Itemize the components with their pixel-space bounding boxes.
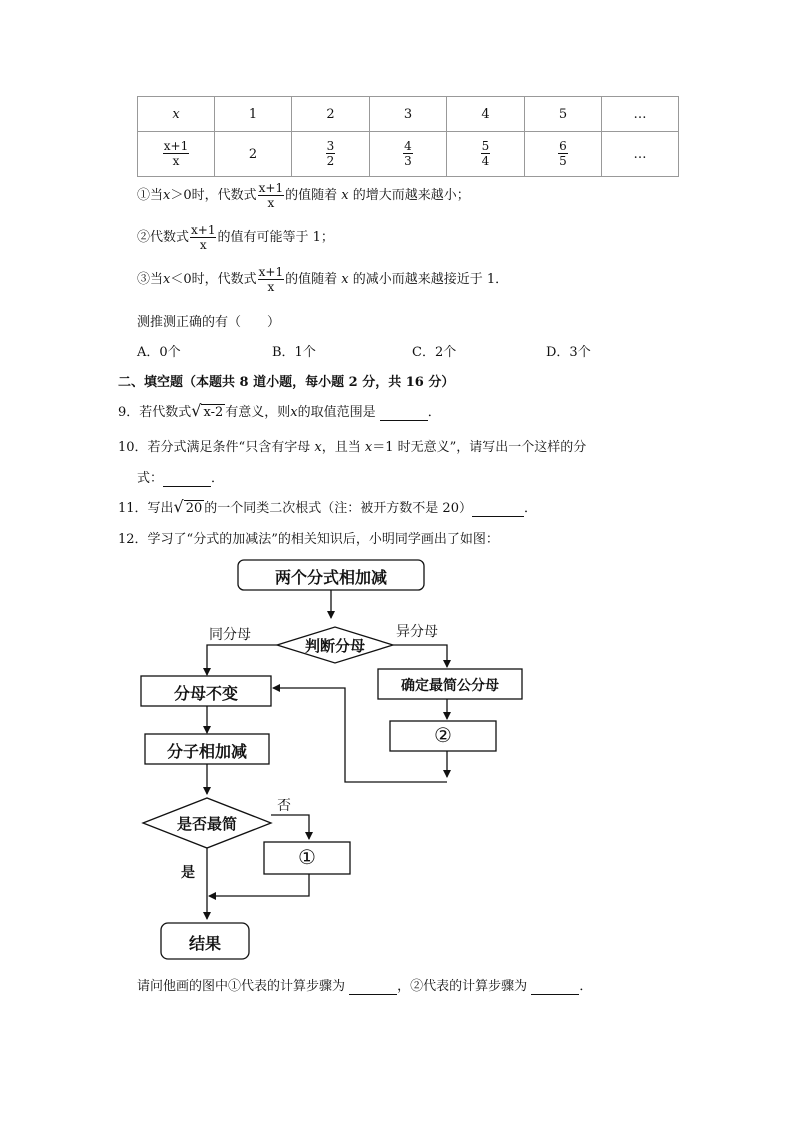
option-c: C．2个 <box>412 345 457 360</box>
option-d: D．3个 <box>546 345 591 360</box>
table-cell: 5 <box>525 97 602 132</box>
answer-blank[interactable] <box>349 979 397 995</box>
step-1-label: ① <box>298 845 316 869</box>
arrow <box>393 645 447 667</box>
table-cell: … <box>602 132 679 177</box>
section-title: 二、填空题（本题共 8 道小题，每小题 2 分，共 16 分） <box>118 375 455 390</box>
different-denominator-label: 异分母 <box>396 624 438 640</box>
arrow <box>207 645 277 675</box>
table-cell: 2 <box>215 132 292 177</box>
no-label: 否 <box>277 798 291 814</box>
arrow <box>209 874 309 896</box>
radical-sign: √ <box>173 497 184 516</box>
question-prompt: 测推测正确的有（ ） <box>137 315 281 330</box>
table-cell: 1 <box>215 97 292 132</box>
table-cell: $\frac{5}{4}$ <box>447 132 525 177</box>
question-9: 9．若代数式√ x-2 有意义，则x的取值范围是 ． <box>118 401 441 420</box>
table-cell: 2 <box>292 97 370 132</box>
decision-2-label: 是否最简 <box>176 815 237 833</box>
lcd-label: 确定最简公分母 <box>401 678 499 694</box>
question-10-line2: 式： ． <box>137 471 225 486</box>
result-label: 结果 <box>188 934 221 953</box>
option-a: A．0个 <box>137 345 181 360</box>
same-denominator-label: 同分母 <box>209 627 251 643</box>
keep-denominator-label: 分母不变 <box>173 684 238 703</box>
table-cell: $\frac{6}{5}$ <box>525 132 602 177</box>
arrow <box>271 815 309 839</box>
step-2-label: ② <box>434 723 452 747</box>
table-cell: … <box>602 97 679 132</box>
option-b: B．1个 <box>272 345 316 360</box>
question-10: 10．若分式满足条件“只含有字母 x，且当 x＝1 时无意义”，请写出一个这样的分 <box>118 440 587 455</box>
statement-3: ③当x＜0时，代数式 $\frac{x+1}{x}$ 的值随着 x 的减小而越来越接近于 1． <box>137 265 509 294</box>
table-cell: $\frac{4}{3}$ <box>370 132 447 177</box>
answer-blank[interactable] <box>531 979 579 995</box>
table-cell: $\frac{3}{2}$ <box>292 132 370 177</box>
statement-1: ①当x＞0时，代数式 $\frac{x+1}{x}$ 的值随着 x 的增大而越来越小； <box>137 181 470 210</box>
decision-1-label: 判断分母 <box>304 637 365 655</box>
start-label: 两个分式相加减 <box>274 568 387 587</box>
table-cell: x <box>138 97 215 132</box>
radical-sign: √ <box>191 401 202 420</box>
question-11: 11．写出√ 20 的一个同类二次根式（注：被开方数不是 20） ． <box>118 497 537 516</box>
yes-label: 是 <box>181 865 195 881</box>
question-12-ask: 请问他画的图中①代表的计算步骤为 ，②代表的计算步骤为 ． <box>137 979 593 994</box>
add-numerators-label: 分子相加减 <box>166 742 247 761</box>
fraction: $\frac{x+1}{x}$ <box>163 139 189 168</box>
table-cell: 3 <box>370 97 447 132</box>
statement-2: ②代数式 $\frac{x+1}{x}$ 的值有可能等于 1； <box>137 223 334 252</box>
table-cell: 4 <box>447 97 525 132</box>
question-12: 12．学习了“分式的加减法”的相关知识后，小明同学画出了如图： <box>118 532 499 547</box>
